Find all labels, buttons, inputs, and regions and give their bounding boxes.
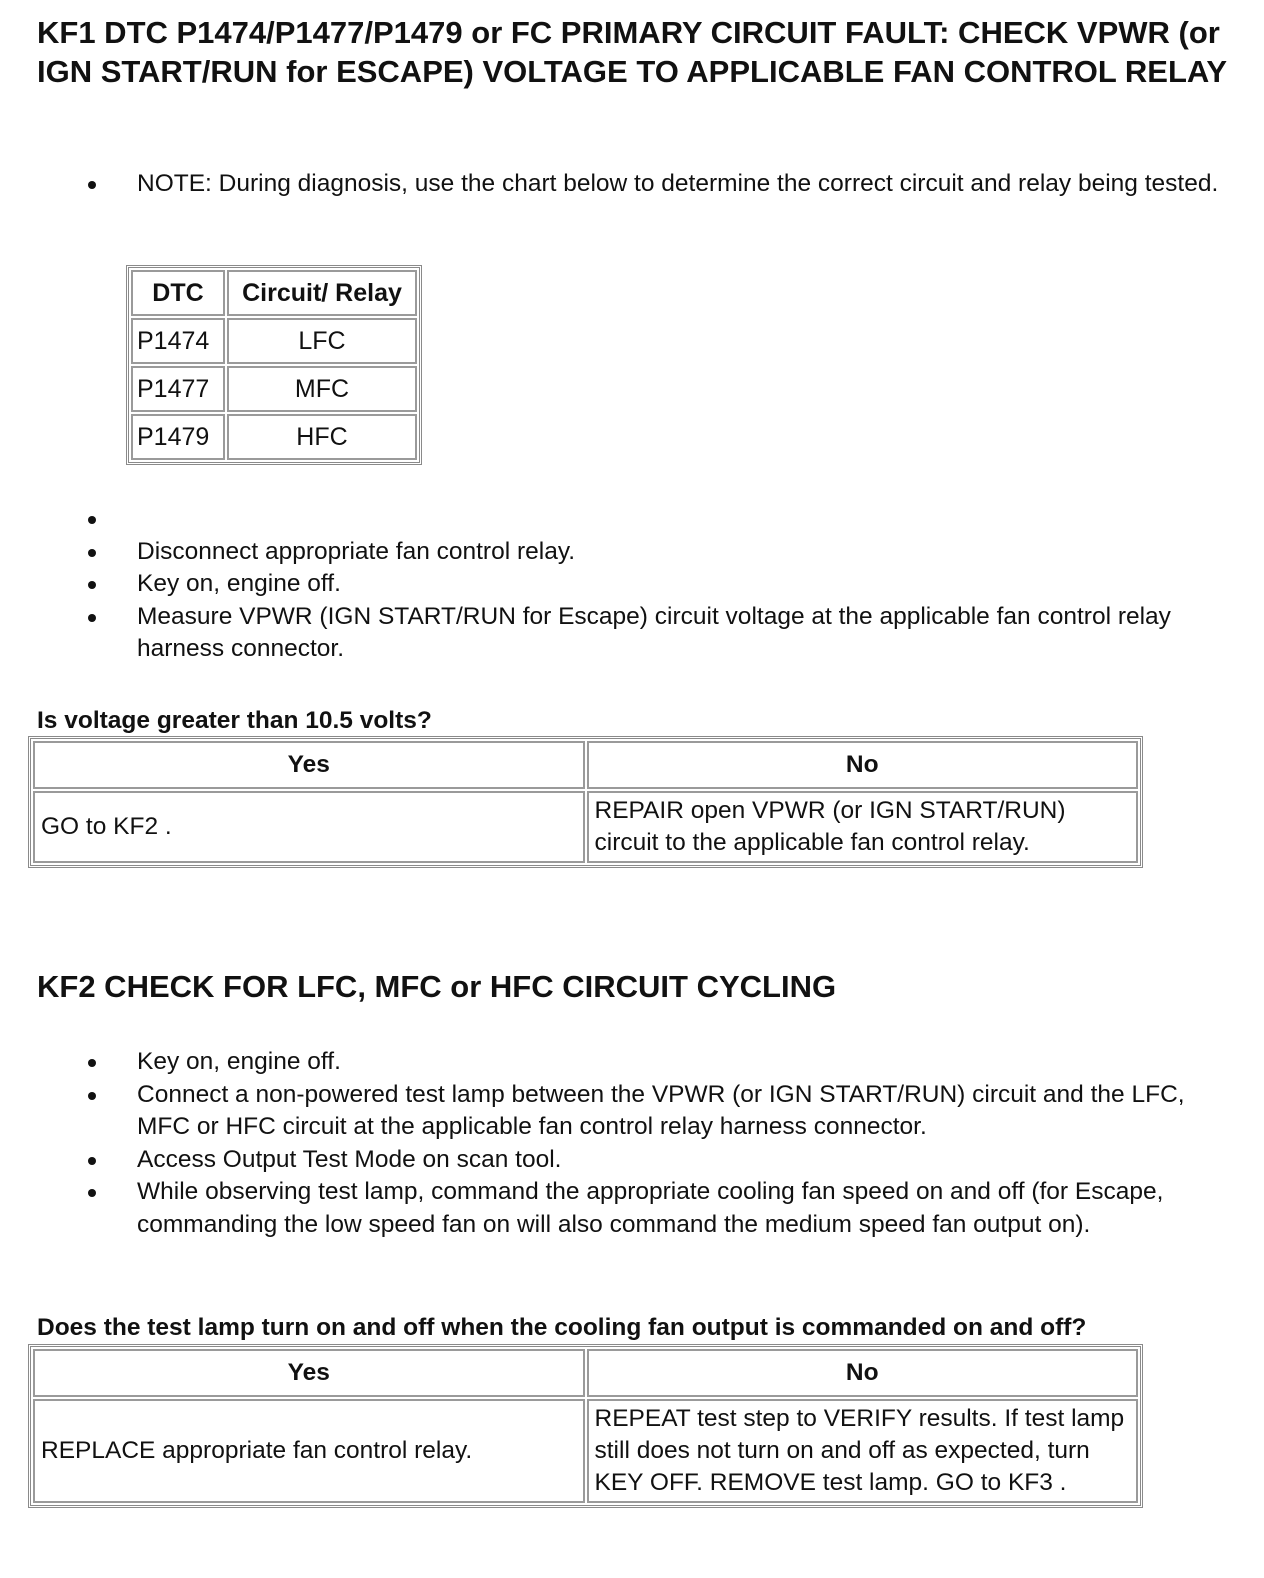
kf1-step: Measure VPWR (IGN START/RUN for Escape) circuit voltage at the applicable fan control relay harness connector.	[137, 602, 1171, 662]
bullet-icon	[88, 1157, 96, 1165]
bullet-icon	[88, 614, 96, 622]
kf1-answer-table	[28, 736, 1143, 868]
column-header-dtc: DTC	[131, 270, 225, 316]
bullet-icon	[88, 1059, 96, 1067]
kf2-step: Access Output Test Mode on scan tool.	[137, 1145, 562, 1173]
bullet-icon	[88, 1092, 96, 1100]
kf1-note-list	[0, 168, 1240, 201]
kf2-answer-table	[28, 1344, 1143, 1508]
list-item	[0, 1046, 1240, 1079]
kf2-step: While observing test lamp, command the appropriate cooling fan speed on and off (for Escape, commanding the low speed fan on will also command the medium speed fan output on).	[137, 1178, 1164, 1238]
column-header-no: No	[587, 1349, 1139, 1397]
table-header-row	[33, 1349, 1138, 1397]
circuit-cell: MFC	[227, 366, 417, 412]
table-header-row	[33, 741, 1138, 789]
list-item	[0, 536, 1240, 569]
kf1-step: Key on, engine off.	[137, 570, 341, 597]
dtc-code-cell: P1477	[131, 366, 225, 412]
no-action-cell: REPAIR open VPWR (or IGN START/RUN) circuit to the applicable fan control relay.	[587, 791, 1139, 863]
table-row	[131, 366, 417, 412]
kf2-step: Connect a non-powered test lamp between the VPWR (or IGN START/RUN) circuit and the LFC, MFC or HFC circuit at the applicable fan control relay harness connector.	[137, 1080, 1185, 1140]
bullet-icon	[88, 581, 96, 589]
list-item	[0, 1176, 1240, 1241]
list-item	[0, 1144, 1240, 1177]
dtc-code-cell: P1474	[131, 318, 225, 364]
table-row	[33, 791, 1138, 863]
kf2-question: Does the test lamp turn on and off when the cooling fan output is commanded on and off?	[37, 1314, 1087, 1341]
circuit-cell: HFC	[227, 414, 417, 460]
table-row	[131, 318, 417, 364]
table-header-row	[131, 270, 417, 316]
yes-action-cell: GO to KF2 .	[33, 791, 585, 863]
kf1-note: NOTE: During diagnosis, use the chart below to determine the correct circuit and relay being tested.	[137, 170, 1219, 197]
dtc-circuit-chart	[126, 265, 422, 465]
table-row	[33, 1399, 1138, 1503]
kf2-step-list	[0, 1046, 1240, 1241]
bullet-icon	[88, 181, 96, 189]
list-item	[0, 168, 1240, 201]
column-header-circuit-relay: Circuit/ Relay	[227, 270, 417, 316]
yes-action-cell: REPLACE appropriate fan control relay.	[33, 1399, 585, 1503]
circuit-cell: LFC	[227, 318, 417, 364]
column-header-yes: Yes	[33, 741, 585, 789]
kf1-step-list	[0, 503, 1240, 666]
list-item	[0, 601, 1240, 666]
bullet-icon	[88, 1189, 96, 1197]
no-action-cell: REPEAT test step to VERIFY results. If test lamp still does not turn on and off as expected, turn KEY OFF. REMOVE test lamp. GO to KF3 .	[587, 1399, 1139, 1503]
kf2-title: KF2 CHECK FOR LFC, MFC or HFC CIRCUIT CYCLING	[37, 969, 837, 1004]
kf1-step: Disconnect appropriate fan control relay.	[137, 537, 576, 565]
list-item	[0, 568, 1240, 601]
bullet-icon	[88, 549, 96, 557]
dtc-code-cell: P1479	[131, 414, 225, 460]
kf1-question: Is voltage greater than 10.5 volts?	[37, 707, 432, 734]
kf2-step: Key on, engine off.	[137, 1048, 341, 1075]
list-item	[0, 1079, 1240, 1144]
table-row	[131, 414, 417, 460]
kf1-title: KF1 DTC P1474/P1477/P1479 or FC PRIMARY CIRCUIT FAULT: CHECK VPWR (or IGN START/RUN for ESCAPE) VOLTAGE TO APPLICABLE FAN CONTROL RELAY	[37, 15, 1228, 89]
column-header-no: No	[587, 741, 1139, 789]
list-item	[0, 503, 1240, 536]
bullet-icon	[88, 516, 96, 524]
column-header-yes: Yes	[33, 1349, 585, 1397]
